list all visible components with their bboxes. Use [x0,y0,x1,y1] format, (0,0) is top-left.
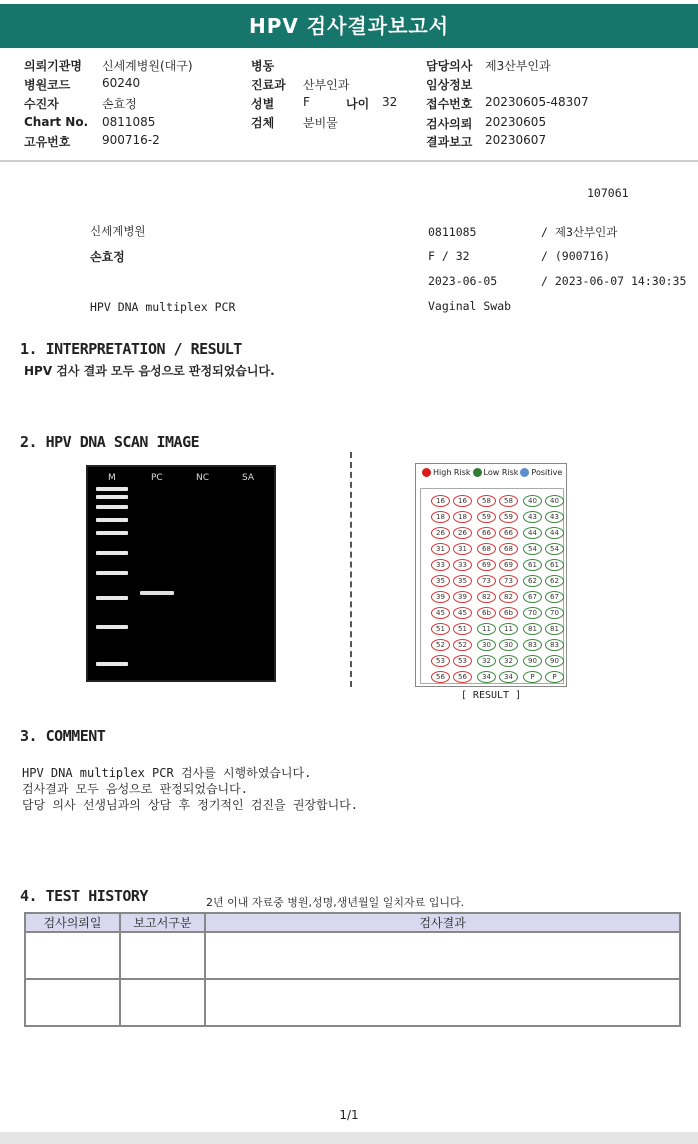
comment-text [22,765,358,813]
header-value: 분비물 [303,116,338,130]
comment-line: 담당 의사 선생님과의 상담 후 정기적인 검진을 권장합니다. [22,798,359,812]
table-cell [25,979,120,1026]
chip-spot: 45 [453,607,472,619]
chip-spot: 26 [453,527,472,539]
chip-spot: 35 [431,575,450,587]
chip-spot: 73 [477,575,496,587]
header-label: 담당의사 [426,59,473,73]
header-value: 신세계병원(대구) [102,59,193,73]
ladder-band [96,518,128,522]
legend-label: Low Risk [483,468,519,477]
column-header: 보고서구분 [120,913,205,932]
page-bottom-bar [0,1132,698,1144]
chip-spot: 52 [453,639,472,651]
low-risk-dot-icon [473,468,482,477]
chip-spot: 53 [431,655,450,667]
chip-spot: 39 [431,591,450,603]
chip-spot: 61 [545,559,564,571]
ladder-band [96,531,128,535]
ladder-band [96,505,128,509]
dashed-divider [350,452,352,687]
chip-spot: 82 [477,591,496,603]
header-label: 접수번호 [426,97,473,111]
chip-spot: 26 [431,527,450,539]
high-risk-dot-icon [422,468,431,477]
ladder-band [96,571,128,575]
chip-spot: 66 [477,527,496,539]
chip-spot: 35 [453,575,472,587]
chip-spot: 6b [477,607,496,619]
chip-spot: 11 [477,623,496,635]
header-divider [0,160,698,162]
chip-spot: 30 [477,639,496,651]
section-test-history-title: 4. TEST HISTORY [20,887,148,905]
header-value: F [303,95,310,109]
ladder-band [96,596,128,600]
chip-spot: 69 [477,559,496,571]
chip-spot: 40 [523,495,542,507]
chip-grid [420,488,564,684]
column-header: 검사결과 [205,913,680,932]
table-cell [120,979,205,1026]
history-note: 2년 이내 자료중 병원,성명,생년월일 일치자료 입니다. [206,896,465,909]
chip-spot: 67 [545,591,564,603]
sex-age: F / 32 [428,249,470,263]
chip-spot: 30 [499,639,518,651]
chip-spot: 11 [499,623,518,635]
ladder-band [96,625,128,629]
chip-spot: 52 [431,639,450,651]
header-label: 의뢰기관명 [24,59,82,73]
chip-spot: 51 [431,623,450,635]
positive-dot-icon [520,468,529,477]
header-value: 손효정 [102,97,137,111]
chip-spot: 81 [523,623,542,635]
chip-spot: 31 [431,543,450,555]
chip-spot: 61 [523,559,542,571]
legend-label: Positive [531,468,563,477]
ladder-band [96,551,128,555]
header-value: 32 [382,95,398,109]
chip-spot: 56 [453,671,472,683]
gel-lane-label: SA [242,473,255,483]
table-cell [205,979,680,1026]
chip-spot: 59 [499,511,518,523]
chip-spot: 81 [545,623,564,635]
ladder-band [96,495,128,499]
section-scan-image-title: 2. HPV DNA SCAN IMAGE [20,433,200,451]
chip-spot: 62 [523,575,542,587]
chip-spot: 16 [431,495,450,507]
table-cell [120,932,205,979]
header-value: 900716-2 [102,133,160,147]
pc-band [140,591,174,595]
chip-spot: 34 [477,671,496,683]
chip-spot: 51 [453,623,472,635]
chip-spot: 53 [453,655,472,667]
chip-spot: 18 [431,511,450,523]
gel-lane-label: PC [151,473,163,483]
chip-spot: 69 [499,559,518,571]
gel-electrophoresis-image [86,465,276,682]
chip-spot: 34 [499,671,518,683]
chip-spot: 62 [545,575,564,587]
header-label: 결과보고 [426,135,473,149]
table-cell [205,932,680,979]
report-datetime: / 2023-06-07 14:30:35 [541,274,687,288]
table-cell [25,932,120,979]
chip-spot: 68 [499,543,518,555]
chip-spot: 82 [499,591,518,603]
chip-legend [420,468,562,477]
hospital-name: 신세계병원 [90,224,146,238]
chip-spot: 43 [523,511,542,523]
column-header: 검사의뢰일 [25,913,120,932]
header-value: 20230607 [485,133,547,147]
chip-spot: 90 [523,655,542,667]
table-header-row [25,913,680,932]
chip-spot: 54 [545,543,564,555]
chip-spot: 90 [545,655,564,667]
chip-result-label: [ RESULT ] [460,690,522,701]
chart-number: 0811085 [428,225,477,239]
chip-spot: 45 [431,607,450,619]
chip-spot: P [523,671,542,683]
chip-spot: 70 [545,607,564,619]
chip-spot: 56 [431,671,450,683]
chip-spot: 40 [545,495,564,507]
report-title: HPV 검사결과보고서 [0,4,698,48]
department: / 제3산부인과 [541,225,618,239]
chip-spot: 83 [523,639,542,651]
section-interpretation-title: 1. INTERPRETATION / RESULT [20,340,242,358]
header-label: 검체 [251,116,275,130]
chip-spot: 18 [453,511,472,523]
header-value: 20230605-48307 [485,95,589,109]
header-label: 수진자 [24,97,59,111]
hpv-chip-result [415,463,567,687]
request-date: 2023-06-05 [428,274,498,288]
table-row [25,932,680,979]
legend-label: High Risk [433,468,471,477]
page-number: 1/1 [339,1108,359,1122]
chip-spot: 32 [477,655,496,667]
header-value: 60240 [102,76,141,90]
chip-spot: 16 [453,495,472,507]
table-row [25,979,680,1026]
ladder-band [96,487,128,491]
ladder-band [96,662,128,666]
chip-spot: 68 [477,543,496,555]
header-label: Chart No. [24,115,89,129]
comment-line: HPV DNA multiplex PCR 검사를 시행하였습니다. [22,766,312,780]
chip-spot: 33 [453,559,472,571]
chip-spot: 70 [523,607,542,619]
chip-spot: 33 [431,559,450,571]
chip-spot: 66 [499,527,518,539]
chip-spot: 31 [453,543,472,555]
header-value: 0811085 [102,115,156,129]
chip-spot: 44 [523,527,542,539]
chip-spot: 73 [499,575,518,587]
birth-id: / (900716) [541,249,611,263]
header-label: 진료과 [251,78,286,92]
specimen-type: Vaginal Swab [428,299,512,313]
gel-lane-label: M [108,473,116,483]
report-code: 107061 [587,186,629,200]
header-label: 검사의뢰 [426,117,473,131]
chip-spot: 58 [477,495,496,507]
chip-spot: P [545,671,564,683]
chip-spot: 39 [453,591,472,603]
interpretation-text: HPV 검사 결과 모두 음성으로 판정되었습니다. [24,364,275,378]
chip-spot: 54 [523,543,542,555]
header-value: 제3산부인과 [485,59,551,73]
section-comment-title: 3. COMMENT [20,727,106,745]
test-history-table [24,912,681,1027]
header-label: 임상정보 [426,78,473,92]
chip-spot: 58 [499,495,518,507]
chip-spot: 67 [523,591,542,603]
chip-spot: 6b [499,607,518,619]
header-value: 산부인과 [303,78,350,92]
test-name: HPV DNA multiplex PCR [90,300,236,314]
header-value: 20230605 [485,115,547,129]
chip-spot: 43 [545,511,564,523]
header-label: 나이 [346,97,370,111]
header-label: 고유번호 [24,135,71,149]
patient-name: 손효정 [90,250,125,264]
header-label: 성별 [251,97,275,111]
chip-spot: 32 [499,655,518,667]
comment-line: 검사결과 모두 음성으로 판정되었습니다. [22,782,248,796]
header-label: 병원코드 [24,78,71,92]
gel-lane-label: NC [196,473,210,483]
chip-spot: 44 [545,527,564,539]
header-label: 병동 [251,59,275,73]
chip-spot: 59 [477,511,496,523]
chip-spot: 83 [545,639,564,651]
